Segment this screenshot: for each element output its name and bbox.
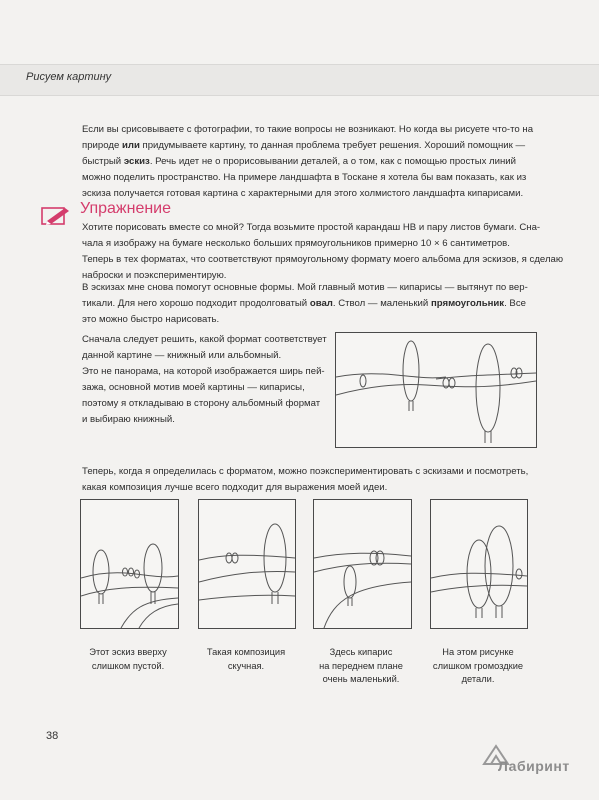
sketch-2	[198, 499, 296, 629]
exercise-p4-line: какая композиция лучше всего подходит для выражения моей идеи.	[82, 482, 388, 493]
page-header-title: Рисуем картину	[26, 71, 112, 83]
exercise-p2-line-3: это можно быстро нарисовать.	[82, 314, 220, 325]
sketch-3	[313, 499, 412, 629]
exercise-p3-line: зажа, основной мотив моей картины — кипарисы,	[82, 382, 305, 393]
caption-1: Этот эскиз вверху слишком пустой.	[89, 647, 167, 671]
exercise-p1-line: наброски и поэкспериментирую.	[82, 270, 227, 281]
exercise-p2-line-1: В эскизах мне снова помогут основные формы. Мой главный мотив — кипарисы — вытянут по вер-	[82, 282, 528, 293]
exercise-p4-line: Теперь, когда я определилась с форматом, можно поэкспериментировать с эскизами и посмотреть,	[82, 466, 529, 477]
caption-3: Здесь кипарис на переднем плане очень маленький.	[319, 647, 403, 684]
exercise-p1-line: Теперь в тех форматах, что соответствуют прямоугольному формату моего альбома для эскизов, я сделаю	[82, 254, 564, 265]
exercise-p3-line: данной картине — книжный или альбомный.	[82, 350, 282, 361]
watermark: Лабиринт	[498, 758, 570, 774]
exercise-p3-line: и выбираю книжный.	[82, 414, 175, 425]
intro-line-3: быстрый эскиз. Речь идет не о прорисовывании деталей, а о том, как с помощью простых линий	[82, 156, 517, 167]
intro-line-4: можно поделить пространство. На примере ландшафта в Тоскане я хотела бы вам показать, как из	[82, 172, 527, 183]
caption-4: На этом рисунке слишком громоздкие детали.	[432, 647, 524, 684]
exercise-p3-line: поэтому я откладываю в сторону альбомный формат	[82, 398, 321, 409]
exercise-title: Упражнение	[80, 200, 172, 217]
exercise-p3-line: Это не панорама, на которой изображается ширь пей-	[82, 366, 325, 377]
exercise-p1-line: чала я изображу на бумаге несколько больших прямоугольников примерно 10 × 6 сантиметров.	[82, 238, 510, 249]
exercise-p2-line-2: тикали. Для него хорошо подходит продолговатый овал. Ствол — маленький прямоугольник. Все	[82, 298, 526, 309]
caption-2: Такая композиция скучная.	[206, 647, 286, 671]
exercise-p3-line: Сначала следует решить, какой формат соответствует	[82, 334, 327, 345]
intro-line-1: Если вы срисовываете с фотографии, то такие вопросы не возникают. Но когда вы рисуете что-то на	[82, 124, 534, 135]
sketch-1	[80, 499, 179, 629]
page-number: 38	[46, 730, 59, 742]
intro-line-5: эскиза получается готовая картина с характерными для этого холмистого ландшафта кипарисами.	[82, 188, 524, 199]
landscape-sketch	[335, 332, 537, 448]
sketch-4	[430, 499, 528, 629]
intro-line-2: природе или придумываете картину, то данная проблема требует решения. Хороший помощник —	[82, 140, 526, 151]
exercise-p1-line: Хотите порисовать вместе со мной? Тогда возьмите простой карандаш НВ и пару листов бумаги. Сна-	[82, 222, 541, 233]
pencil-icon	[41, 204, 71, 228]
